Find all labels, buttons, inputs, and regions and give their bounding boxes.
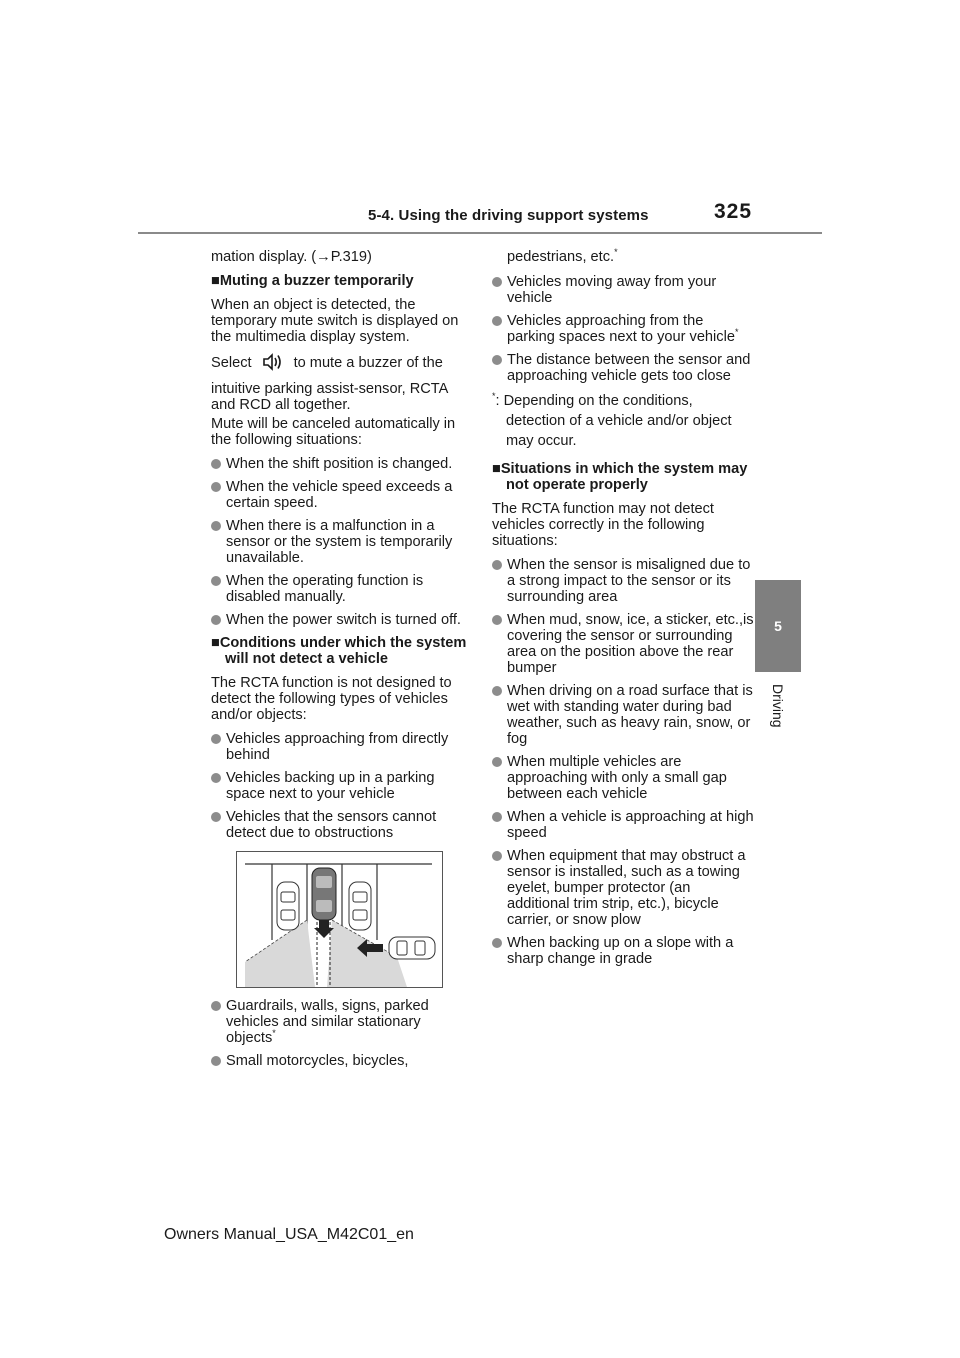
list-item: When the vehicle speed exceeds a certain speed.: [211, 479, 469, 511]
list-item: When backing up on a slope with a sharp change in grade: [492, 935, 754, 967]
bullet-icon: [211, 773, 221, 783]
chapter-name: Driving: [770, 684, 786, 728]
list-item: Guardrails, walls, signs, parked vehicles and similar stationary objects*: [211, 998, 469, 1046]
square-bullet-icon: ■: [492, 461, 501, 477]
list-item: The distance between the sensor and approaching vehicle gets too close: [492, 352, 754, 384]
chapter-tab[interactable]: [755, 580, 801, 672]
list-item: Vehicles approaching from the parking spaces next to your vehicle*: [492, 313, 754, 345]
bullet-icon: [492, 812, 502, 822]
square-bullet-icon: ■: [211, 635, 220, 651]
square-bullet-icon: ■: [211, 273, 220, 289]
speaker-icon: [262, 353, 284, 375]
list-item: When the shift position is changed.: [211, 456, 469, 472]
bullet-icon: [211, 812, 221, 822]
bullet-icon: [492, 938, 502, 948]
footnote: *: Depending on the conditions, detection of a vehicle and/or object may occur.: [492, 391, 732, 449]
header-page-number: 325: [714, 200, 753, 223]
situations-heading: ■Situations in which the system may not operate properly: [492, 461, 748, 493]
bullet-icon: [211, 734, 221, 744]
list-item: Vehicles approaching from directly behind: [211, 731, 469, 763]
bullet-icon: [211, 1001, 221, 1011]
list-item: Vehicles moving away from your vehicle: [492, 274, 754, 306]
header-section-title: 5-4. Using the driving support systems: [368, 207, 649, 224]
bullet-icon: [492, 316, 502, 326]
conditions-paragraph: The RCTA function is not designed to detect the following types of vehicles and/or objects:: [211, 675, 452, 723]
muting-select-line: Select to mute a buzzer of the: [211, 353, 469, 375]
right-column: [492, 245, 754, 974]
list-item: Small motorcycles, bicycles,: [211, 1053, 469, 1069]
page-reference-link[interactable]: P.319): [330, 249, 372, 265]
muting-paragraph-1: When an object is detected, the temporary mute switch is displayed on the multimedia display system.: [211, 297, 459, 345]
bullet-icon: [211, 576, 221, 586]
bullet-icon: [211, 459, 221, 469]
left-column: [211, 249, 469, 1076]
muting-paragraph-2: intuitive parking assist-sensor, RCTA and RCD all together.: [211, 381, 448, 413]
bullet-icon: [211, 1056, 221, 1066]
chapter-number: 5: [774, 618, 782, 634]
list-item: When there is a malfunction in a sensor or the system is temporarily unavailable.: [211, 518, 469, 566]
continued-text: pedestrians, etc.*: [507, 247, 618, 265]
header-rule: [138, 232, 822, 234]
arrow-icon: →: [316, 249, 331, 265]
list-item: When mud, snow, ice, a sticker, etc.,is covering the sensor or surrounding area on the position above the rear bumper: [492, 612, 754, 676]
muting-heading: ■Muting a buzzer temporarily: [211, 273, 414, 289]
muting-paragraph-3: Mute will be canceled automatically in the following situations:: [211, 416, 456, 448]
bullet-icon: [492, 686, 502, 696]
bullet-icon: [492, 851, 502, 861]
bullet-icon: [492, 757, 502, 767]
list-item: When the sensor is misaligned due to a strong impact to the sensor or its surrounding area: [492, 557, 754, 605]
bullet-icon: [492, 355, 502, 365]
list-item: When the power switch is turned off.: [211, 612, 469, 628]
footer-manual-id: Owners Manual_USA_M42C01_en: [164, 1226, 414, 1243]
parking-detection-illustration: [236, 851, 443, 988]
intro-paragraph: mation display. (→P.319): [211, 249, 372, 265]
list-item: When a vehicle is approaching at high speed: [492, 809, 754, 841]
list-item: Vehicles backing up in a parking space next to your vehicle: [211, 770, 469, 802]
list-item: When driving on a road surface that is wet with standing water during bad weather, such as heavy rain, snow, or fog: [492, 683, 754, 747]
bullet-icon: [492, 560, 502, 570]
list-item: When equipment that may obstruct a sensor is installed, such as a towing eyelet, bumper protector (an additional trim strip, etc.), bicycle carrier, or snow plow: [492, 848, 754, 928]
bullet-icon: [211, 615, 221, 625]
list-item: When multiple vehicles are approaching with only a small gap between each vehicle: [492, 754, 754, 802]
bullet-icon: [492, 277, 502, 287]
list-item: When the operating function is disabled manually.: [211, 573, 469, 605]
list-item: Vehicles that the sensors cannot detect due to obstructions: [211, 809, 469, 841]
bullet-icon: [211, 521, 221, 531]
conditions-heading: ■Conditions under which the system will not detect a vehicle: [211, 635, 467, 667]
situations-paragraph: The RCTA function may not detect vehicles correctly in the following situations:: [492, 501, 714, 549]
bullet-icon: [211, 482, 221, 492]
bullet-icon: [492, 615, 502, 625]
